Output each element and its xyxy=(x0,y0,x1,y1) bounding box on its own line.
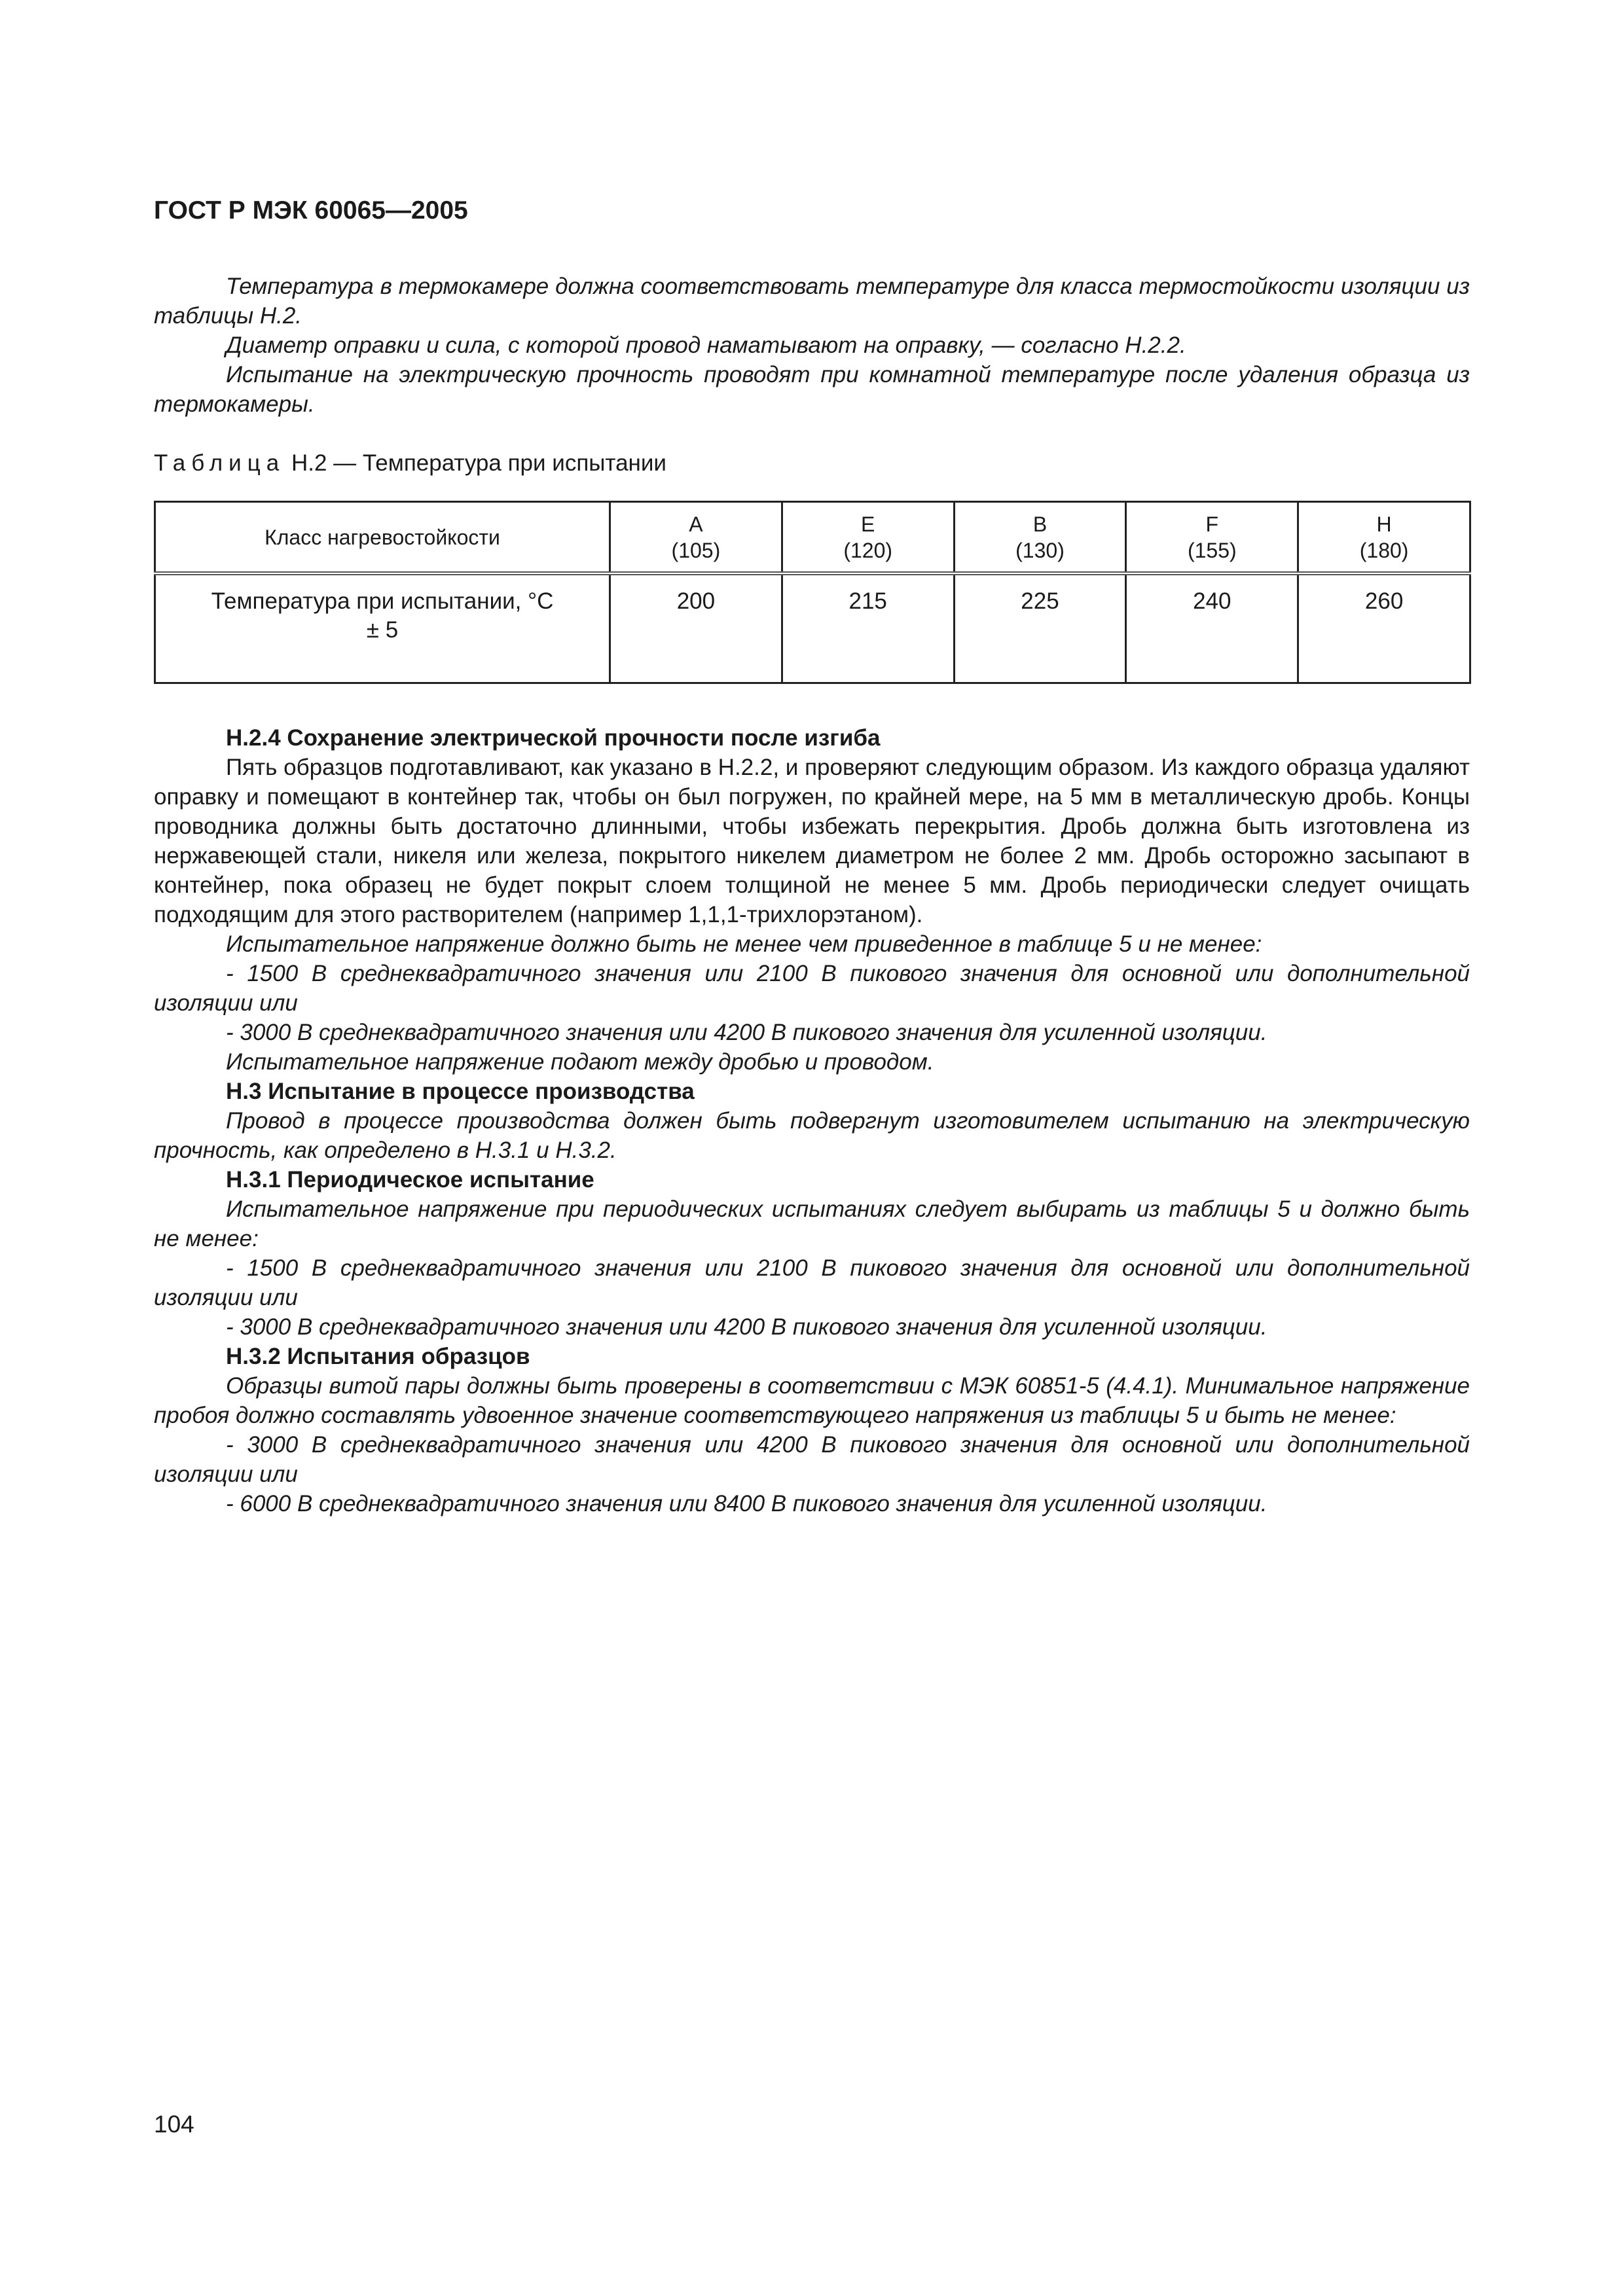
class-cell-b: B (130) xyxy=(954,502,1126,574)
section-h24-paragraph-5: Испытательное напряжение подают между дробью и проводом. xyxy=(226,1049,934,1075)
class-cell-a: A (105) xyxy=(610,502,782,574)
class-cell-e: E (120) xyxy=(782,502,954,574)
section-h32-paragraph-2: - 3000 В среднеквадратичного значения или 4200 В пикового значения для основной или дополнительной изоляции или xyxy=(154,1432,1470,1487)
page-number: 104 xyxy=(154,2111,194,2138)
section-h32-heading: Н.3.2 Испытания образцов xyxy=(226,1344,530,1369)
temperature-table xyxy=(154,501,1471,684)
table-value-row xyxy=(155,573,1470,683)
intro-paragraph-1: Температура в термокамере должна соответствовать температуре для класса термостойкости изоляции из таблицы Н.2. xyxy=(154,274,1470,329)
section-h31-paragraph-1: Испытательное напряжение при периодических испытаниях следует выбирать из таблицы 5 и должно быть не менее: xyxy=(154,1196,1470,1251)
document-header: ГОСТ Р МЭК 60065—2005 xyxy=(154,196,468,224)
value-cell-h: 260 xyxy=(1298,573,1470,683)
table-caption-word: Таблица xyxy=(154,450,285,476)
temperature-label-cell: Температура при испытании, °С ± 5 xyxy=(155,573,610,683)
table-header-row xyxy=(155,502,1470,574)
table-caption xyxy=(154,448,1470,478)
section-h24-paragraph-4: - 3000 В среднеквадратичного значения или 4200 В пикового значения для усиленной изоляции. xyxy=(226,1020,1267,1045)
section-h31-heading: Н.3.1 Периодическое испытание xyxy=(226,1167,594,1193)
section-h24-paragraph-1: Пять образцов подготавливают, как указано в Н.2.2, и проверяют следующим образом. Из каждого образца удаляют оправку и помещают в контейнер так, чтобы он был погружен, по крайней мере, на 5 мм в металлическую дробь. Концы проводника должны быть достаточно длинными, чтобы избежать перекрытия. Дробь должна быть изготовлена из нержавеющей стали, никеля или железа, покрытого никелем диаметром не более 2 мм. Дробь осторожно засыпают в контейнер, пока образец не будет покрыт слоем толщиной не менее 5 мм. Дробь периодически следует очищать подходящим для этого растворителем (например 1,1,1-трихлорэтаном). xyxy=(154,755,1470,927)
page-content xyxy=(154,272,1470,1518)
section-h31-paragraph-2: - 1500 В среднеквадратичного значения или 2100 В пикового значения для основной или дополнительной изоляции или xyxy=(154,1255,1470,1310)
section-h24-paragraph-3: - 1500 В среднеквадратичного значения или 2100 В пикового значения для основной или дополнительной изоляции или xyxy=(154,961,1470,1016)
class-cell-h: H (180) xyxy=(1298,502,1470,574)
table-caption-text: Н.2 — Температура при испытании xyxy=(285,450,666,476)
section-h3-paragraph-1: Провод в процессе производства должен быть подвергнут изготовителем испытанию на электрическую прочность, как определено в Н.3.1 и Н.3.2. xyxy=(154,1108,1470,1163)
value-cell-a: 200 xyxy=(610,573,782,683)
intro-paragraph-3: Испытание на электрическую прочность проводят при комнатной температуре после удаления образца из термокамеры. xyxy=(154,362,1470,417)
intro-paragraph-2: Диаметр оправки и сила, с которой провод наматывают на оправку, — согласно Н.2.2. xyxy=(226,332,1186,358)
section-h32-paragraph-3: - 6000 В среднеквадратичного значения или 8400 В пикового значения для усиленной изоляции. xyxy=(226,1491,1267,1516)
value-cell-b: 225 xyxy=(954,573,1126,683)
value-cell-f: 240 xyxy=(1126,573,1298,683)
section-h24-heading: Н.2.4 Сохранение электрической прочности после изгиба xyxy=(226,725,881,751)
section-h24-paragraph-2: Испытательное напряжение должно быть не менее чем приведенное в таблице 5 и не менее: xyxy=(226,931,1262,957)
value-cell-e: 215 xyxy=(782,573,954,683)
class-cell-f: F (155) xyxy=(1126,502,1298,574)
class-label-cell: Класс нагревостойкости xyxy=(155,502,610,574)
section-h3-heading: Н.3 Испытание в процессе производства xyxy=(226,1079,695,1104)
section-h31-paragraph-3: - 3000 В среднеквадратичного значения или 4200 В пикового значения для усиленной изоляции. xyxy=(226,1314,1267,1340)
section-h32-paragraph-1: Образцы витой пары должны быть проверены в соответствии с МЭК 60851-5 (4.4.1). Минимальное напряжение пробоя должно составлять удвоенное значение соответствующего напряжения из таблицы 5 и быть не менее: xyxy=(154,1373,1470,1428)
